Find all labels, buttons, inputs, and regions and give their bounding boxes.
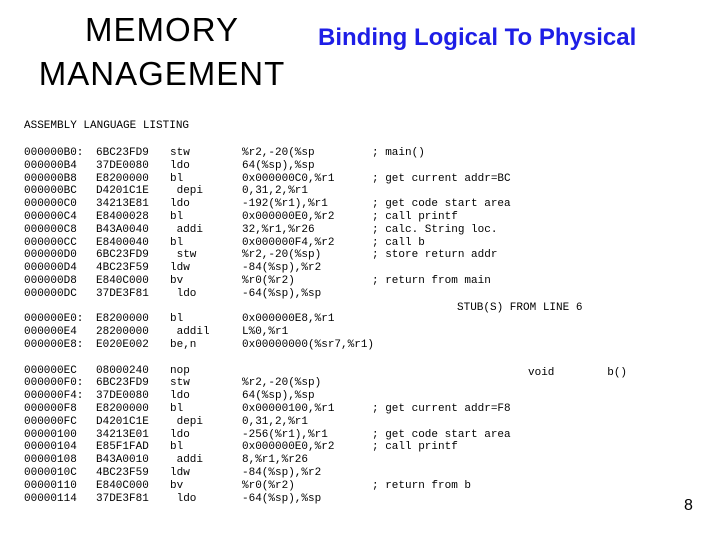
listing-opcode: ldo <box>170 198 190 211</box>
listing-machine-code: 34213E01 <box>96 428 149 441</box>
listing-opcode: bl <box>170 441 184 454</box>
listing-opcode: stw <box>170 377 190 390</box>
listing-comment: ; get current addr=BC <box>372 172 511 185</box>
listing-opcode: ldo <box>170 390 190 403</box>
listing-opcode: bl <box>170 236 184 249</box>
listing-opcode: addi <box>170 223 204 236</box>
listing-address: 000000F0: <box>24 377 84 390</box>
listing-comment: ; call printf <box>372 441 458 454</box>
listing-operands: 32,%r1,%r26 <box>242 223 315 236</box>
listing-opcode: ldw <box>170 262 190 275</box>
listing-operands: 0x000000E0,%r2 <box>242 210 335 223</box>
listing-opcode: nop <box>170 364 190 377</box>
listing-address: 000000EC <box>24 364 77 377</box>
listing-operands: 0x00000000(%sr7,%r1) <box>242 338 375 351</box>
listing-operands: 0x00000100,%r1 <box>242 402 335 415</box>
listing-machine-code: E8400040 <box>96 236 149 249</box>
listing-address: 000000E0: <box>24 313 84 326</box>
listing-machine-code: 34213E81 <box>96 198 149 211</box>
listing-machine-code: 6BC23FD9 <box>96 147 149 159</box>
listing-comment: ; call b <box>372 236 425 249</box>
listing-operands: 0,31,2,%r1 <box>242 185 309 198</box>
listing-opcode: bl <box>170 210 184 223</box>
page-title <box>22 8 302 96</box>
listing-comment: ; get code start area <box>372 428 511 441</box>
listing-machine-code: E840C000 <box>96 479 149 492</box>
listing-opcode: ldo <box>170 287 197 300</box>
listing-operands: 64(%sp),%sp <box>242 390 315 403</box>
listing-operands: 0,31,2,%r1 <box>242 415 309 428</box>
listing-machine-code: 4BC23F59 <box>96 262 149 275</box>
listing-comment: ; get current addr=F8 <box>372 402 511 415</box>
title-line-2: MANAGEMENT <box>38 55 286 92</box>
listing-machine-code: E020E002 <box>96 338 149 351</box>
section-label: ASSEMBLY LANGUAGE LISTING <box>24 120 190 132</box>
listing-comment: ; calc. String loc. <box>372 223 498 236</box>
listing-address: 000000BC <box>24 185 77 198</box>
listing-address: 000000B8 <box>24 172 77 185</box>
listing-machine-code: B43A0010 <box>96 454 149 467</box>
listing-address: 000000E4 <box>24 326 77 339</box>
listing-address: 00000104 <box>24 441 77 454</box>
listing-opcode: ldw <box>170 466 190 479</box>
stub-label: STUB(S) FROM LINE 6 <box>457 302 583 314</box>
function-label: void b() <box>528 367 628 379</box>
listing-machine-code: 6BC23FD9 <box>96 377 149 390</box>
listing-address: 000000C8 <box>24 223 77 236</box>
listing-operands: -256(%r1),%r1 <box>242 428 328 441</box>
listing-machine-code: 37DE0080 <box>96 390 149 403</box>
listing-address: 000000CC <box>24 236 77 249</box>
listing-comment: ; get code start area <box>372 198 511 211</box>
listing-machine-code: 37DE0080 <box>96 159 149 172</box>
listing-operands: 0x000000F4,%r2 <box>242 236 335 249</box>
listing-operands: %r2,-20(%sp <box>242 147 315 159</box>
listing-opcode: bv <box>170 274 184 287</box>
listing-machine-code: E8400028 <box>96 210 149 223</box>
listing-address: 000000F8 <box>24 402 77 415</box>
listing-opcode: ldo <box>170 492 197 505</box>
listing-operands: %r2,-20(%sp) <box>242 249 322 262</box>
listing-operands: -84(%sp),%r2 <box>242 466 322 479</box>
listing-machine-code: E8200000 <box>96 402 149 415</box>
listing-machine-code: 28200000 <box>96 326 149 339</box>
listing-operands: L%0,%r1 <box>242 326 289 339</box>
listing-comment: ; call printf <box>372 210 458 223</box>
listing-opcode: depi <box>170 415 204 428</box>
listing-address: 000000B0: <box>24 147 84 159</box>
listing-operands: %r0(%r2) <box>242 274 295 287</box>
listing-operands: 64(%sp),%sp <box>242 159 315 172</box>
listing-machine-code: 37DE3F81 <box>96 287 149 300</box>
listing-machine-code: B43A0040 <box>96 223 149 236</box>
listing-operands: -192(%r1),%r1 <box>242 198 328 211</box>
listing-opcode: stw <box>170 147 190 159</box>
listing-opcode: ldo <box>170 428 190 441</box>
listing-machine-code: 6BC23FD9 <box>96 249 149 262</box>
listing-operands: 8,%r1,%r26 <box>242 454 309 467</box>
listing-opcode: bl <box>170 313 184 326</box>
listing-comment: ; main() <box>372 147 425 159</box>
listing-address: 000000D0 <box>24 249 77 262</box>
listing-machine-code: 37DE3F81 <box>96 492 149 505</box>
listing-opcode: depi <box>170 185 204 198</box>
listing-operands: 0x000000E0,%r2 <box>242 441 335 454</box>
listing-address: 000000C4 <box>24 210 77 223</box>
listing-address: 00000108 <box>24 454 77 467</box>
listing-comment: ; store return addr <box>372 249 498 262</box>
listing-address: 000000C0 <box>24 198 77 211</box>
listing-address: 000000B4 <box>24 159 77 172</box>
listing-address: 000000DC <box>24 287 77 300</box>
listing-operands: %r0(%r2) <box>242 479 295 492</box>
listing-address: 00000100 <box>24 428 77 441</box>
page-number: 8 <box>684 497 693 514</box>
listing-opcode: be,n <box>170 338 197 351</box>
title-line-1: MEMORY <box>85 11 239 48</box>
listing-opcode: bl <box>170 402 184 415</box>
listing-machine-code: E85F1FAD <box>96 441 149 454</box>
listing-machine-code: 08000240 <box>96 364 149 377</box>
listing-address: 0000010C <box>24 466 77 479</box>
listing-operands: -84(%sp),%r2 <box>242 262 322 275</box>
listing-machine-code: E840C000 <box>96 274 149 287</box>
listing-address: 000000F4: <box>24 390 84 403</box>
listing-machine-code: 4BC23F59 <box>96 466 149 479</box>
listing-opcode: bv <box>170 479 184 492</box>
listing-comment: ; return from main <box>372 274 491 287</box>
listing-address: 000000D4 <box>24 262 77 275</box>
listing-operands: 0x000000C0,%r1 <box>242 172 335 185</box>
listing-address: 00000114 <box>24 492 77 505</box>
slide-subtitle: Binding Logical To Physical <box>318 24 637 51</box>
listing-operands: 0x000000E8,%r1 <box>242 313 335 326</box>
listing-opcode: stw <box>170 249 197 262</box>
listing-operands: %r2,-20(%sp) <box>242 377 322 390</box>
listing-opcode: ldo <box>170 159 190 172</box>
listing-operands: -64(%sp),%sp <box>242 492 322 505</box>
listing-address: 000000D8 <box>24 274 77 287</box>
listing-machine-code: D4201C1E <box>96 415 149 428</box>
listing-opcode: bl <box>170 172 184 185</box>
listing-address: 00000110 <box>24 479 77 492</box>
listing-address: 000000E8: <box>24 338 84 351</box>
listing-address: 000000FC <box>24 415 77 428</box>
listing-opcode: addi <box>170 454 204 467</box>
listing-comment: ; return from b <box>372 479 472 492</box>
listing-opcode: addil <box>170 326 210 339</box>
listing-operands: -64(%sp),%sp <box>242 287 322 300</box>
listing-machine-code: E8200000 <box>96 172 149 185</box>
listing-machine-code: E8200000 <box>96 313 149 326</box>
listing-machine-code: D4201C1E <box>96 185 149 198</box>
